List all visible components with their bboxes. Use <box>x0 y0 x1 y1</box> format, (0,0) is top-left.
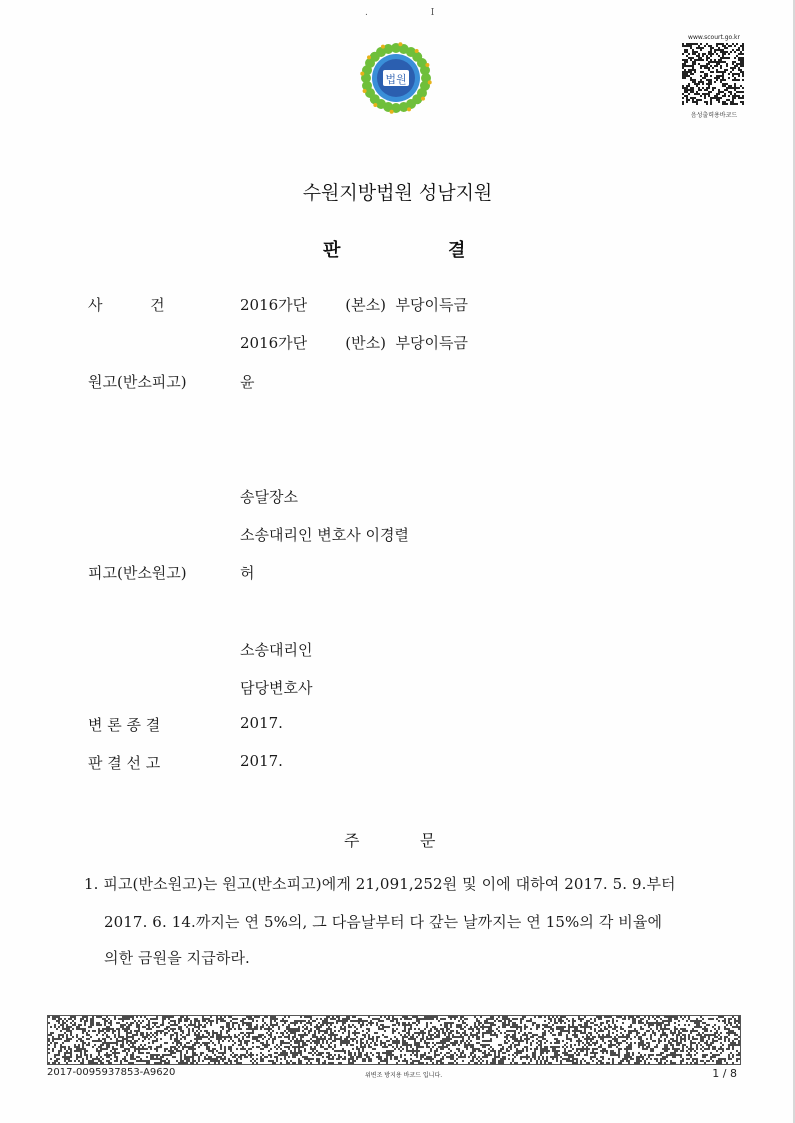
order-heading-left: 주 <box>344 831 360 850</box>
plaintiff-attorney: 소송대리인 변호사 이경렬 <box>240 526 409 544</box>
page-number: 1 / 8 <box>712 1067 737 1080</box>
case-line-main: 2016가단 (본소) 부당이득금 <box>240 296 468 314</box>
verdict-date-label: 판 결 선 고 <box>88 754 161 772</box>
document-id: 2017-0095937853-A9620 <box>47 1067 176 1078</box>
case-label: 사 건 <box>88 296 165 314</box>
order-line-3: 의한 금원을 지급하라. <box>104 949 250 967</box>
case-line-counter: 2016가단 (반소) 부당이득금 <box>240 334 468 352</box>
scan-marks: . I <box>365 8 465 18</box>
verdict-date: 2017. <box>240 752 283 770</box>
qr-code-icon <box>682 43 744 105</box>
defendant-attorney-label: 소송대리인 <box>240 641 313 659</box>
plaintiff-address-label: 송달장소 <box>240 488 298 506</box>
anti-forgery-barcode-icon <box>47 1015 741 1065</box>
plaintiff-name: 윤 <box>240 373 255 391</box>
emblem-text: 법원 <box>385 73 407 86</box>
court-name: 수원지방법원 성남지원 <box>302 182 493 204</box>
document-title-right: 결 <box>448 240 466 261</box>
barcode-note: 위변조 방지용 바코드 입니다. <box>365 1072 443 1079</box>
document-title-left: 판 <box>323 240 341 261</box>
qr-caption: 음성출력용바코드 <box>690 112 738 119</box>
hearing-end-date: 2017. <box>240 714 283 732</box>
plaintiff-label: 원고(반소피고) <box>88 373 187 391</box>
hearing-end-label: 변 론 종 결 <box>88 716 161 734</box>
order-line-2: 2017. 6. 14.까지는 연 5%의, 그 다음날부터 다 갚는 날까지는 연 15%의 각 비율에 <box>104 913 663 931</box>
court-emblem-icon <box>358 40 434 116</box>
defendant-label: 피고(반소원고) <box>88 564 187 582</box>
order-line-1: 1. 피고(반소원고)는 원고(반소피고)에게 21,091,252원 및 이에 대하여 2017. 5. 9.부터 <box>84 875 676 893</box>
defendant-name: 허 <box>240 564 255 582</box>
qr-code-block <box>682 34 746 119</box>
site-url: www.scourt.go.kr <box>688 34 740 41</box>
defendant-lawyer-label: 담당변호사 <box>240 679 313 697</box>
order-heading-right: 문 <box>420 831 436 850</box>
